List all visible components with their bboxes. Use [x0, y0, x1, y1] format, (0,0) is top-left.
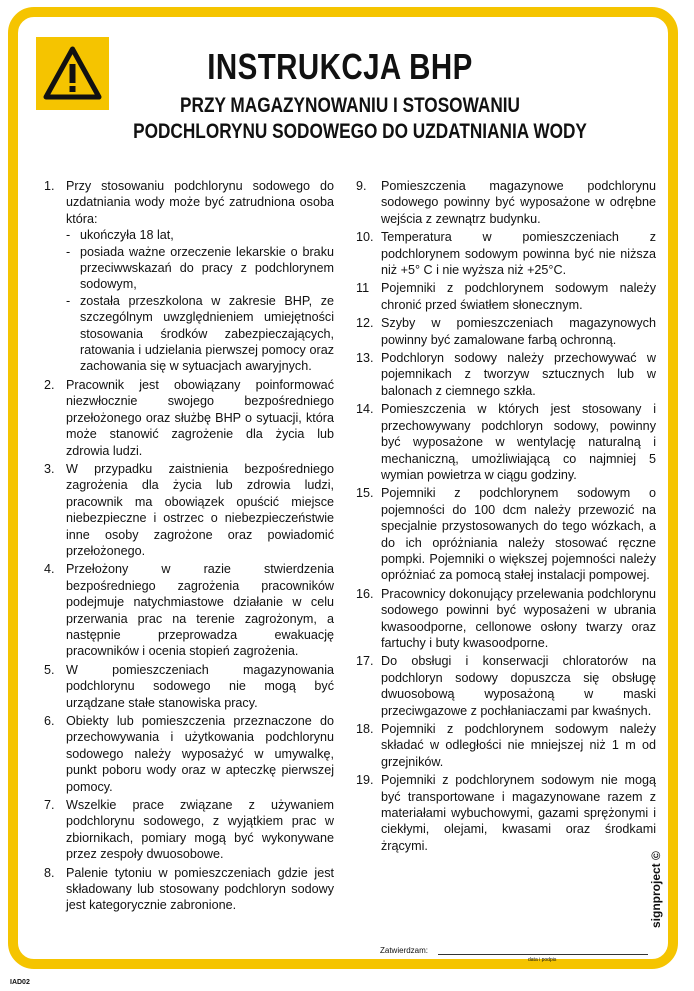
instruction-item: 18. Pojemniki z podchlorynem sodowym należy składać w odległości nie mniejszej niż 1 m od grzejników. — [356, 722, 656, 769]
instruction-text: Palenie tytoniu w pomieszczeniach gdzie jest składowany lub stosowany podchloryn sodowy jest kategorycznie zabronione. — [66, 865, 334, 913]
instruction-item: 19. Pojemniki z podchlorynem sodowym nie mogą być transportowane i magazynowane razem z materiałami wybuchowymi, gazami sprężonymi i ciekłymi, olejami, kwasami oraz środkami żrącymi. — [356, 773, 656, 853]
page-title: INSTRUKCJA BHP — [207, 46, 473, 87]
instruction-text: Pomieszczenia magazynowe podchlorynu sodowego powinny być wyposażone w odrębne wejścia z zewnątrz budynku. — [381, 179, 656, 226]
instruction-item: 3. W przypadku zaistnienia bezpośredniego zagrożenia dla życia lub zdrowia ludzi, pracownik ma obowiązek opuścić miejsce niebezpieczne i ostrzec o niebezpieczeństwie inne osoby zagrożone oraz powiadomić przełożonego. — [44, 461, 334, 558]
sub-item: - została przeszkolona w zakresie BHP, ze szczególnym uwzględnieniem umiejętności stosowania środków zabezpieczających, ratowania i udzielania pierwszej pomocy oraz zachowania się w sytuacjach awaryjnych. — [66, 293, 334, 374]
subtitle-line-2: PODCHLORYNU SODOWEGO DO UZDATNIANIA WODY — [133, 120, 587, 143]
instruction-text: Do obsługi i konserwacji chloratorów na podchloryn sodowy dopuszcza się obsługę dwuosobową wyposażoną w maski przeciwgazowe z pochłaniaczami par kwaśnych. — [381, 654, 656, 718]
instruction-item: 2. Pracownik jest obowiązany poinformować niezwłocznie swojego bezpośredniego przełożonego oraz służbę BHP o sytuacji, która może stanowić zagrożenie dla życia lub zdrowia ludzi. — [44, 377, 334, 458]
sub-item: - posiada ważne orzeczenie lekarskie o braku przeciwwskazań do pracy z podchlorynem sodowym, — [66, 244, 334, 292]
instruction-item: 15. Pojemniki z podchlorynem sodowym o pojemności do 100 dcm należy przewozić na specjalnie przystosowanych do tego wózkach, a do ich opróżniania należy stosować ręczne pompki. Pojemniki o większej pojemności należy opróżniać za pomocą stałej instalacji pompowej. — [356, 486, 656, 583]
instruction-item: 4. Przełożony w razie stwierdzenia bezpośredniego zagrożenia pracowników podejmuje natychmiastowe działanie w celu przerwania prac na terenie zagrożonym, a następnie przeprowadza ewakuację pracowników i ocenia stopień zagrożenia. — [44, 562, 334, 659]
instruction-item: 14. Pomieszczenia w których jest stosowany i przechowywany podchloryn sodowy, powinny być wyposażone w wentylację naturalną i mechaniczną, umożliwiającą co najmniej 5 wymian powietrza w ciągu godziny. — [356, 402, 656, 482]
brand-mark: signproject © — [649, 851, 663, 928]
instruction-item: 9. Pomieszczenia magazynowe podchlorynu sodowego powinny być wyposażone w odrębne wejścia z zewnątrz budynku. — [356, 179, 656, 226]
instruction-item: 12. Szyby w pomieszczeniach magazynowych powinny być zamalowane farbą ochronną. — [356, 316, 656, 347]
instruction-item: 1. Przy stosowaniu podchlorynu sodowego do uzdatniania wody może być zatrudniona osoba która: - ukończyła 18 lat, - posiada ważne orzeczenie lekarskie o braku przeciwwskazań do pracy z podchlorynem sodowym, - została przeszkolona w zakresie BHP, ze szczególnym uwzględnieniem umiejętności stosowania środków zabezpieczających, ratowania i udzielania pierwszej pomocy oraz zachowania się w sytuacjach awaryjnych. — [44, 179, 334, 374]
instruction-text: W przypadku zaistnienia bezpośredniego zagrożenia dla życia lub zdrowia ludzi, pracownik ma obowiązek opuścić miejsce niebezpieczne i ostrzec o niebezpieczeństwie inne osoby zagrożone oraz powiadomić przełożonego. — [66, 461, 334, 558]
date-signature-label: data i podpis — [528, 957, 557, 963]
approved-label: Zatwierdzam: — [380, 946, 429, 955]
instruction-text: Pomieszczenia w których jest stosowany i przechowywany podchloryn sodowy, powinny być wyposażone w wentylację naturalną i mechaniczną, umożliwiającą co najmniej 5 wymian powietrza w ciągu godziny. — [381, 402, 656, 482]
instruction-text: W pomieszczeniach magazynowania podchlorynu sodowego nie mogą być urządzane stałe stanowiska pracy. — [66, 662, 334, 710]
instruction-item: 8. Palenie tytoniu w pomieszczeniach gdzie jest składowany lub stosowany podchloryn sodowy jest kategorycznie zabronione. — [44, 865, 334, 913]
subtitle-line-1: PRZY MAGAZYNOWANIU I STOSOWANIU — [180, 94, 520, 117]
instruction-text: Przy stosowaniu podchlorynu sodowego do uzdatniania wody może być zatrudniona osoba która: — [66, 179, 334, 226]
instruction-item: 13. Podchloryn sodowy należy przechowywać w pojemnikach z tworzyw sztucznych lub w balonach z ciemnego szkła. — [356, 351, 656, 398]
instruction-text: Szyby w pomieszczeniach magazynowych powinny być zamalowane farbą ochronną. — [381, 316, 656, 347]
sub-item: - ukończyła 18 lat, — [66, 228, 174, 243]
instruction-item: 17. Do obsługi i konserwacji chloratorów na podchloryn sodowy dopuszcza się obsługę dwuosobową wyposażoną w maski przeciwgazowe z pochłaniaczami par kwaśnych. — [356, 654, 656, 718]
left-column — [44, 178, 334, 916]
instruction-item: 5. W pomieszczeniach magazynowania podchlorynu sodowego nie mogą być urządzane stałe stanowiska pracy. — [44, 662, 334, 710]
right-column — [356, 178, 656, 856]
instruction-item: 7. Wszelkie prace związane z używaniem podchlorynu sodowego, z wyjątkiem prac w zbiornikach, pomiary mogą być wykonywane przez zespoły dwuosobowe. — [44, 798, 334, 862]
instruction-item: 6. Obiekty lub pomieszczenia przeznaczone do przechowywania i użytkowania podchlorynu sodowego należy wyposażyć w umywalkę, punkt poboru wody oraz w apteczkę pierwszej pomocy. — [44, 714, 334, 794]
instruction-text: Wszelkie prace związane z używaniem podchlorynu sodowego, z wyjątkiem prac w zbiornikach, pomiary mogą być wykonywane przez zespoły dwuosobowe. — [66, 798, 334, 862]
signature-line — [438, 954, 648, 955]
instruction-text: Pojemniki z podchlorynem sodowym należy chronić przed światłem słonecznym. — [381, 281, 656, 312]
instruction-text: Podchloryn sodowy należy przechowywać w pojemnikach z tworzyw sztucznych lub w balonach z ciemnego szkła. — [381, 351, 656, 398]
warning-triangle-icon — [36, 37, 109, 110]
instruction-text: Przełożony w razie stwierdzenia bezpośredniego zagrożenia pracowników podejmuje natychmiastowe działanie w celu przerwania prac na terenie zagrożonym, a następnie przeprowadza ewakuację pracowników i ocenia stopień zagrożenia. — [66, 562, 334, 659]
instruction-item: 11 Pojemniki z podchlorynem sodowym należy chronić przed światłem słonecznym. — [356, 281, 656, 312]
instruction-item: 10. Temperatura w pomieszczeniach z podchlorynem sodowym powinna być nie niższa niż +5° C i nie wyższa niż +25°C. — [356, 230, 656, 278]
instruction-text: Temperatura w pomieszczeniach z podchlorynem sodowym powinna być nie niższa niż +5° C i nie wyższa niż +25°C. — [381, 230, 656, 278]
instruction-text: Pojemniki z podchlorynem sodowym nie mogą być transportowane i magazynowane razem z materiałami wybuchowymi, gazami sprężonymi i ciekłymi, olejami, kwasami oraz środkami żrącymi. — [381, 773, 656, 853]
instruction-text: Pracownik jest obowiązany poinformować niezwłocznie swojego bezpośredniego przełożonego oraz służbę BHP o sytuacji, która może stanowić zagrożenie dla życia lub zdrowia ludzi. — [66, 377, 334, 458]
instruction-text: Pojemniki z podchlorynem sodowym należy składać w odległości nie mniejszej niż 1 m od grzejników. — [381, 722, 656, 769]
instruction-item: 16. Pracownicy dokonujący przelewania podchlorynu sodowego powinni być wyposażeni w ubrania kwasoodporne, cellonowe osłony twarzy oraz fartuchy i buty kwasoodporne. — [356, 586, 656, 650]
instruction-text: Obiekty lub pomieszczenia przeznaczone do przechowywania i użytkowania podchlorynu sodowego należy wyposażyć w umywalkę, punkt poboru wody oraz w apteczkę pierwszej pomocy. — [66, 714, 334, 794]
product-code: IAD02 — [10, 979, 30, 986]
instruction-text: Pracownicy dokonujący przelewania podchlorynu sodowego powinni być wyposażeni w ubrania kwasoodporne, cellonowe osłony twarzy oraz fartuchy i buty kwasoodporne. — [381, 586, 656, 650]
instruction-text: Pojemniki z podchlorynem sodowym o pojemności do 100 dcm należy przewozić na specjalnie przystosowanych do tego wózkach, a do ich opróżniania należy stosować ręczne pompki. Pojemniki o większej pojemności należy opróżniać za pomocą stałej instalacji pompowej. — [381, 486, 656, 583]
